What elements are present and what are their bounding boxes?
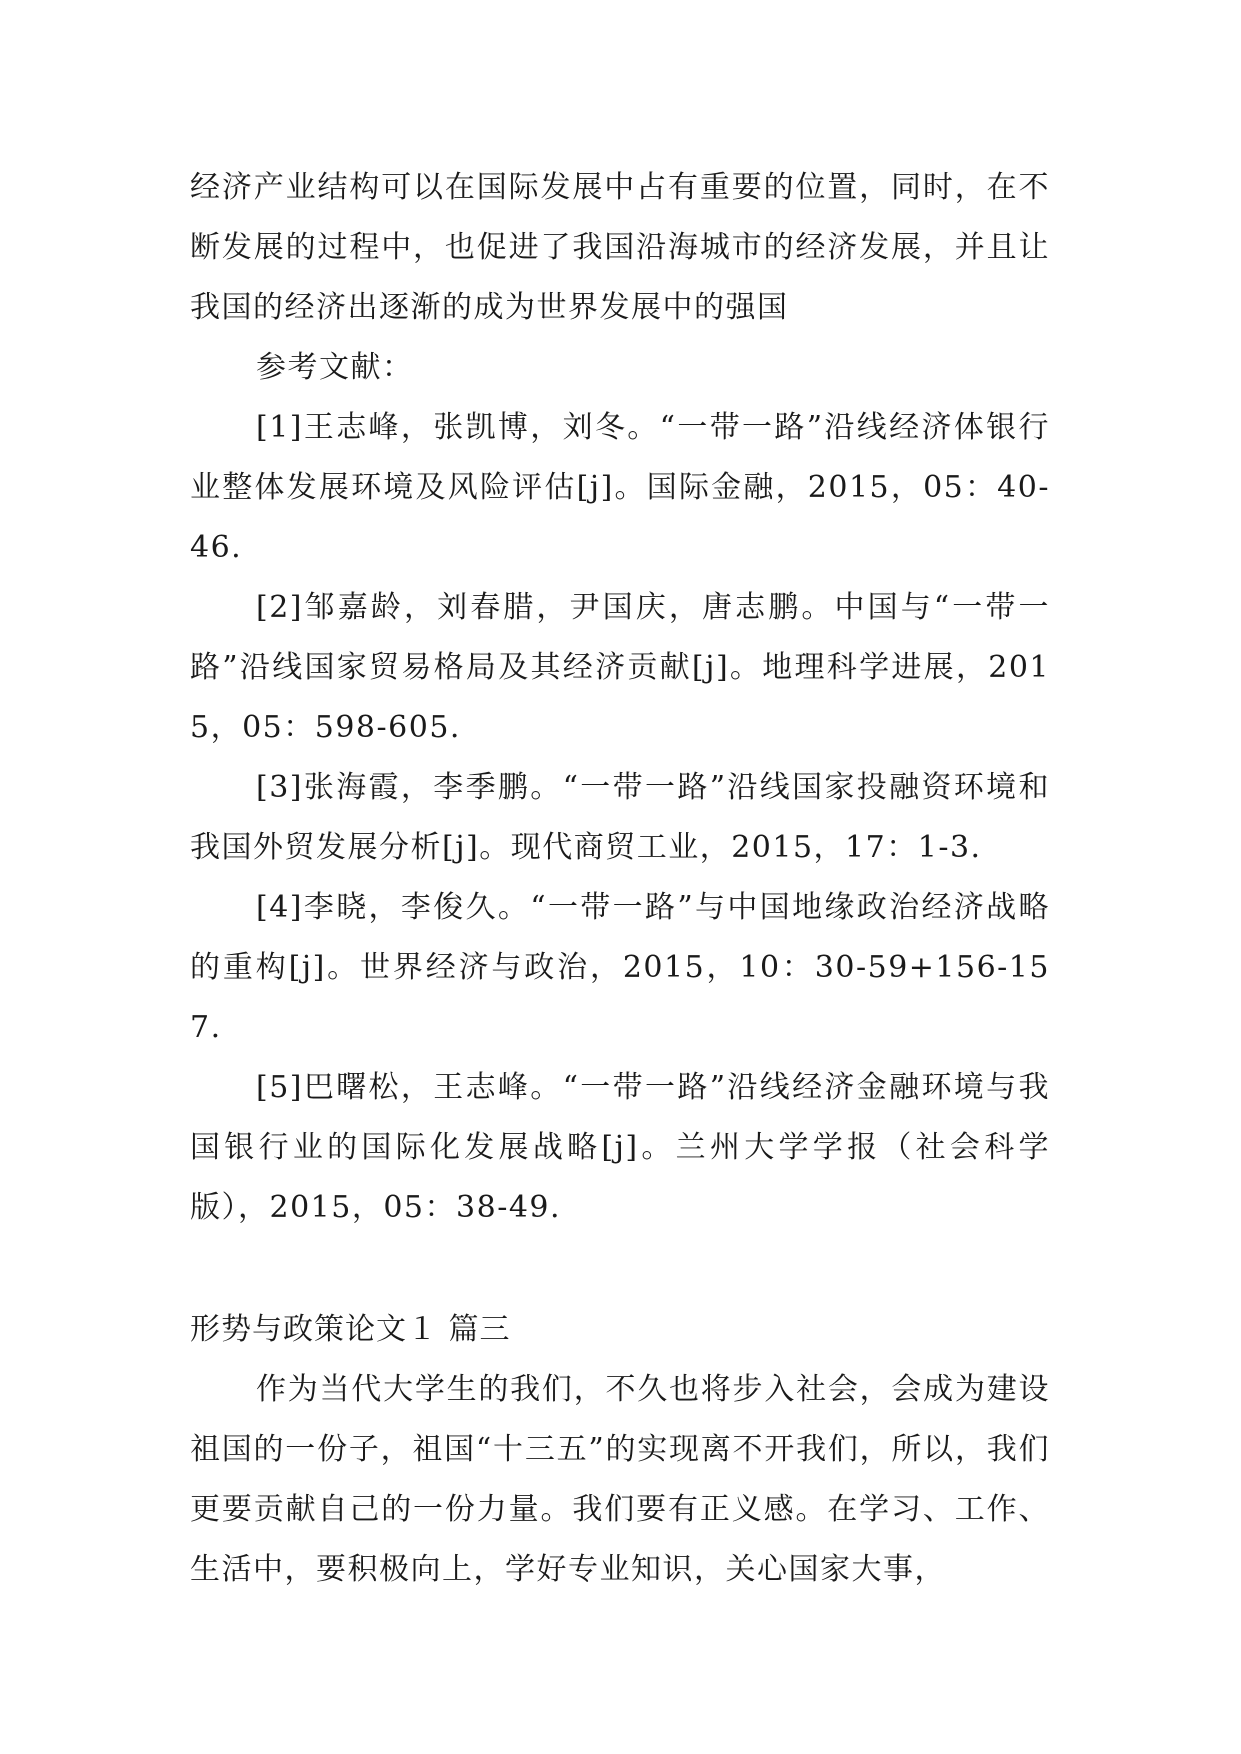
continuation-paragraph: 经济产业结构可以在国际发展中占有重要的位置，同时，在不断发展的过程中，也促进了我国沿海城市的经济发展，并且让我国的经济出逐渐的成为世界发展中的强国 xyxy=(190,170,1050,325)
section-paragraph: 作为当代大学生的我们，不久也将步入社会，会成为建设祖国的一份子，祖国“十三五”的实现离不开我们，所以，我们更要贡献自己的一份力量。我们要有正义感。在学习、工作、生活中，要积极向上，学好专业知识，关心国家大事， xyxy=(190,1372,1050,1587)
reference-item-5: [5]巴曙松，王志峰。“一带一路”沿线经济金融环境与我国银行业的国际化发展战略[j]。兰州大学学报（社会科学版），2015，05：38-49. xyxy=(190,1070,1050,1225)
reference-item-3: [3]张海霞，李季鹏。“一带一路”沿线国家投融资环境和我国外贸发展分析[j]。现代商贸工业，2015，17：1-3. xyxy=(190,770,1050,865)
reference-item-4: [4]李晓，李俊久。“一带一路”与中国地缘政治经济战略的重构[j]。世界经济与政治，2015，10：30-59+156-157. xyxy=(190,890,1050,1045)
section-title: 形势与政策论文１ 篇三 xyxy=(190,1312,511,1347)
reference-item-2: [2]邹嘉龄，刘春腊，尹国庆，唐志鹏。中国与“一带一路”沿线国家贸易格局及其经济贡献[j]。地理科学进展，2015，05：598-605. xyxy=(190,590,1050,745)
document-page xyxy=(190,158,1050,1600)
reference-item-1: [1]王志峰，张凯博，刘冬。“一带一路”沿线经济体银行业整体发展环境及风险评估[j]。国际金融，2015，05：40-46. xyxy=(190,410,1050,565)
references-heading: 参考文献： xyxy=(256,350,414,385)
